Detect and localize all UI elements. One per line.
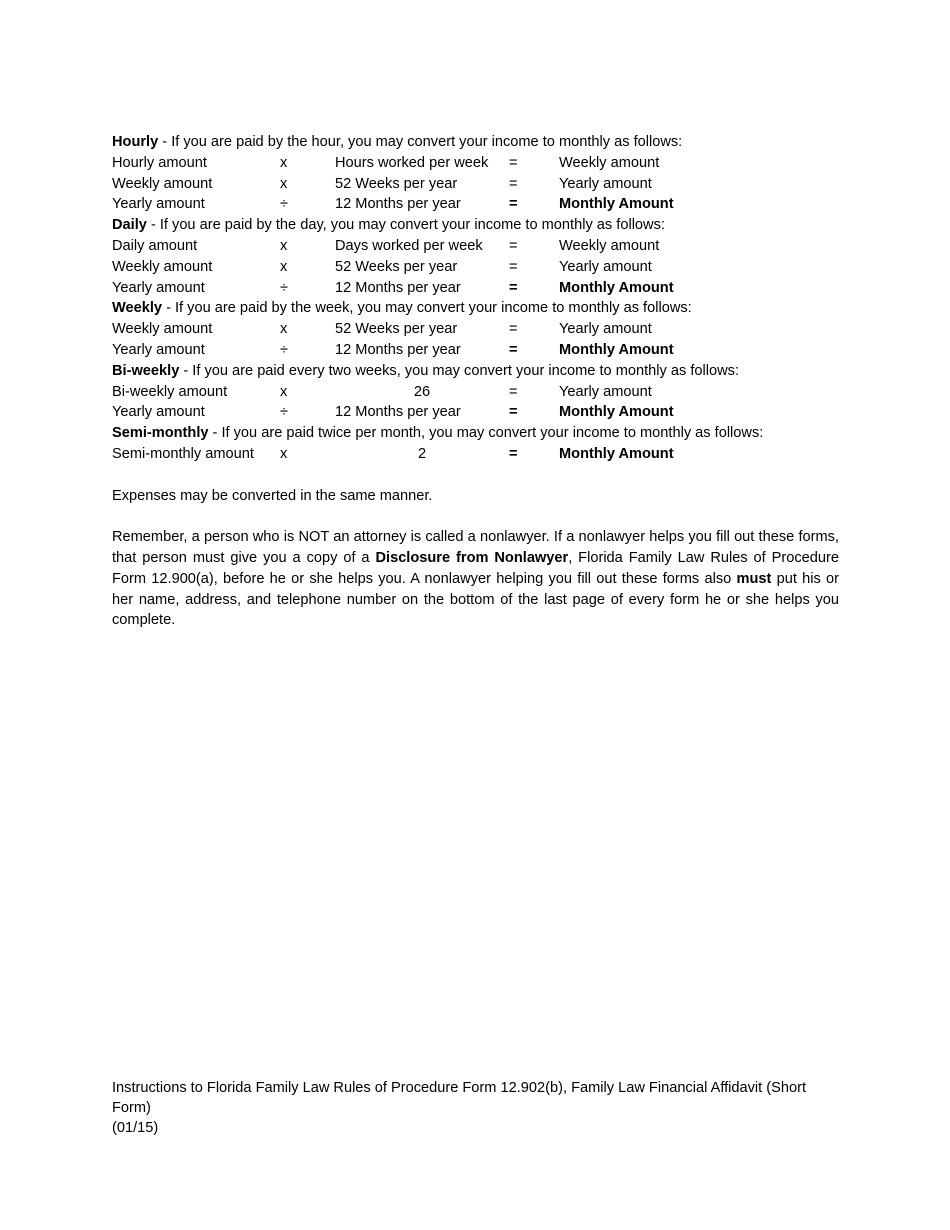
row-amount: Weekly amount bbox=[112, 258, 213, 275]
heading-text: - If you are paid by the hour, you may convert your income to monthly as follows: bbox=[158, 134, 683, 150]
row-result: Monthly Amount bbox=[559, 404, 674, 421]
page-footer bbox=[112, 1078, 839, 1138]
row-operator: ÷ bbox=[280, 279, 289, 296]
section-heading-daily bbox=[112, 215, 839, 236]
heading-text: - If you are paid every two weeks, you may convert your income to monthly as follows: bbox=[179, 362, 739, 379]
row-equals: = bbox=[509, 383, 518, 400]
row-factor: 52 Weeks per year bbox=[335, 175, 458, 192]
heading-term: Hourly bbox=[112, 134, 159, 150]
row-result: Yearly amount bbox=[559, 175, 652, 192]
section-heading-biweekly bbox=[112, 361, 839, 382]
row-operator: ÷ bbox=[280, 196, 289, 213]
row-factor: 12 Months per year bbox=[335, 404, 461, 421]
row-amount: Bi-weekly amount bbox=[112, 383, 228, 400]
section-heading-hourly bbox=[112, 132, 839, 153]
heading-text: - If you are paid by the day, you may convert your income to monthly as follows: bbox=[146, 217, 665, 234]
row-factor: 12 Months per year bbox=[335, 196, 461, 213]
row-factor: Hours worked per week bbox=[335, 154, 489, 171]
heading-text: - If you are paid twice per month, you may convert your income to monthly as follows: bbox=[208, 425, 764, 442]
paragraph-text: , Florida Family Law Rules of Procedure Form 12.900(a), before he or she helps you. A nonlawyer helping you fill out these forms also bbox=[112, 549, 839, 587]
row-result: Weekly amount bbox=[559, 154, 660, 171]
conversion-row bbox=[112, 402, 839, 423]
row-operator: x bbox=[280, 154, 288, 171]
conversion-row bbox=[112, 319, 839, 340]
conversion-row bbox=[112, 340, 839, 361]
row-result: Yearly amount bbox=[559, 383, 652, 400]
section-heading-semimonthly bbox=[112, 423, 839, 444]
paragraph-text: put his or her name, address, and telephone number on the bottom of the last page of every form he or she helps you complete. bbox=[112, 570, 839, 629]
row-amount: Daily amount bbox=[112, 237, 198, 254]
section-heading-weekly bbox=[112, 298, 839, 319]
row-amount: Yearly amount bbox=[112, 341, 205, 358]
row-amount: Yearly amount bbox=[112, 404, 205, 421]
row-equals: = bbox=[509, 154, 518, 171]
nonlawyer-paragraph bbox=[112, 527, 839, 631]
row-factor: Days worked per week bbox=[335, 237, 483, 254]
row-equals: = bbox=[509, 404, 518, 421]
conversion-row bbox=[112, 382, 839, 403]
conversion-row bbox=[112, 236, 839, 257]
blank-line bbox=[112, 465, 839, 486]
conversion-row bbox=[112, 444, 839, 465]
row-operator: x bbox=[280, 321, 288, 338]
row-factor: 26 bbox=[413, 383, 431, 400]
conversion-row bbox=[112, 194, 839, 215]
row-factor: 12 Months per year bbox=[335, 279, 461, 296]
conversion-row bbox=[112, 153, 839, 174]
row-operator: ÷ bbox=[280, 341, 289, 358]
row-result: Yearly amount bbox=[559, 321, 652, 338]
row-factor: 12 Months per year bbox=[335, 341, 461, 358]
row-operator: ÷ bbox=[280, 404, 289, 421]
row-amount: Weekly amount bbox=[112, 321, 213, 338]
heading-term: Semi-monthly bbox=[112, 425, 209, 442]
expenses-note: Expenses may be converted in the same manner. bbox=[112, 487, 433, 504]
paragraph-text: Remember, a person who is NOT an attorney is called a nonlawyer. If a nonlawyer helps you fill out these forms, that person must give you a copy of a bbox=[112, 529, 839, 566]
conversion-row bbox=[112, 174, 839, 195]
row-equals: = bbox=[509, 445, 518, 462]
heading-term: Daily bbox=[112, 217, 147, 234]
row-factor: 52 Weeks per year bbox=[335, 321, 458, 338]
disclosure-form-name: Disclosure from Nonlawyer bbox=[375, 549, 569, 566]
heading-text: - If you are paid by the week, you may convert your income to monthly as follows: bbox=[162, 300, 692, 317]
row-amount: Weekly amount bbox=[112, 175, 213, 192]
row-equals: = bbox=[509, 341, 518, 358]
row-amount: Semi-monthly amount bbox=[112, 445, 254, 462]
row-amount: Yearly amount bbox=[112, 196, 205, 213]
row-equals: = bbox=[509, 175, 518, 192]
heading-term: Weekly bbox=[112, 300, 163, 317]
row-equals: = bbox=[509, 237, 518, 254]
conversion-row bbox=[112, 257, 839, 278]
row-factor: 2 bbox=[417, 445, 427, 462]
row-factor: 52 Weeks per year bbox=[335, 258, 458, 275]
row-operator: x bbox=[280, 383, 288, 400]
row-operator: x bbox=[280, 445, 288, 462]
row-operator: x bbox=[280, 258, 288, 275]
row-result: Monthly Amount bbox=[559, 341, 674, 358]
row-equals: = bbox=[509, 258, 518, 275]
row-result: Monthly Amount bbox=[559, 445, 674, 462]
row-result: Weekly amount bbox=[559, 237, 660, 254]
row-equals: = bbox=[509, 279, 518, 296]
row-amount: Hourly amount bbox=[112, 154, 207, 171]
row-result: Yearly amount bbox=[559, 258, 652, 275]
row-equals: = bbox=[509, 321, 518, 338]
emphasis-must: must bbox=[736, 570, 772, 587]
blank-line bbox=[112, 506, 839, 527]
footer-revision-date: (01/15) bbox=[112, 1120, 159, 1136]
row-result: Monthly Amount bbox=[559, 196, 674, 213]
row-amount: Yearly amount bbox=[112, 279, 205, 296]
row-operator: x bbox=[280, 175, 288, 192]
footer-form-title: Instructions to Florida Family Law Rules of Procedure Form 12.902(b), Family Law Financial Affidavit (Short Form) bbox=[112, 1080, 807, 1116]
main-content bbox=[112, 132, 839, 631]
row-equals: = bbox=[509, 196, 518, 213]
conversion-row bbox=[112, 278, 839, 299]
row-result: Monthly Amount bbox=[559, 279, 674, 296]
heading-term: Bi-weekly bbox=[112, 362, 180, 379]
row-operator: x bbox=[280, 237, 288, 254]
